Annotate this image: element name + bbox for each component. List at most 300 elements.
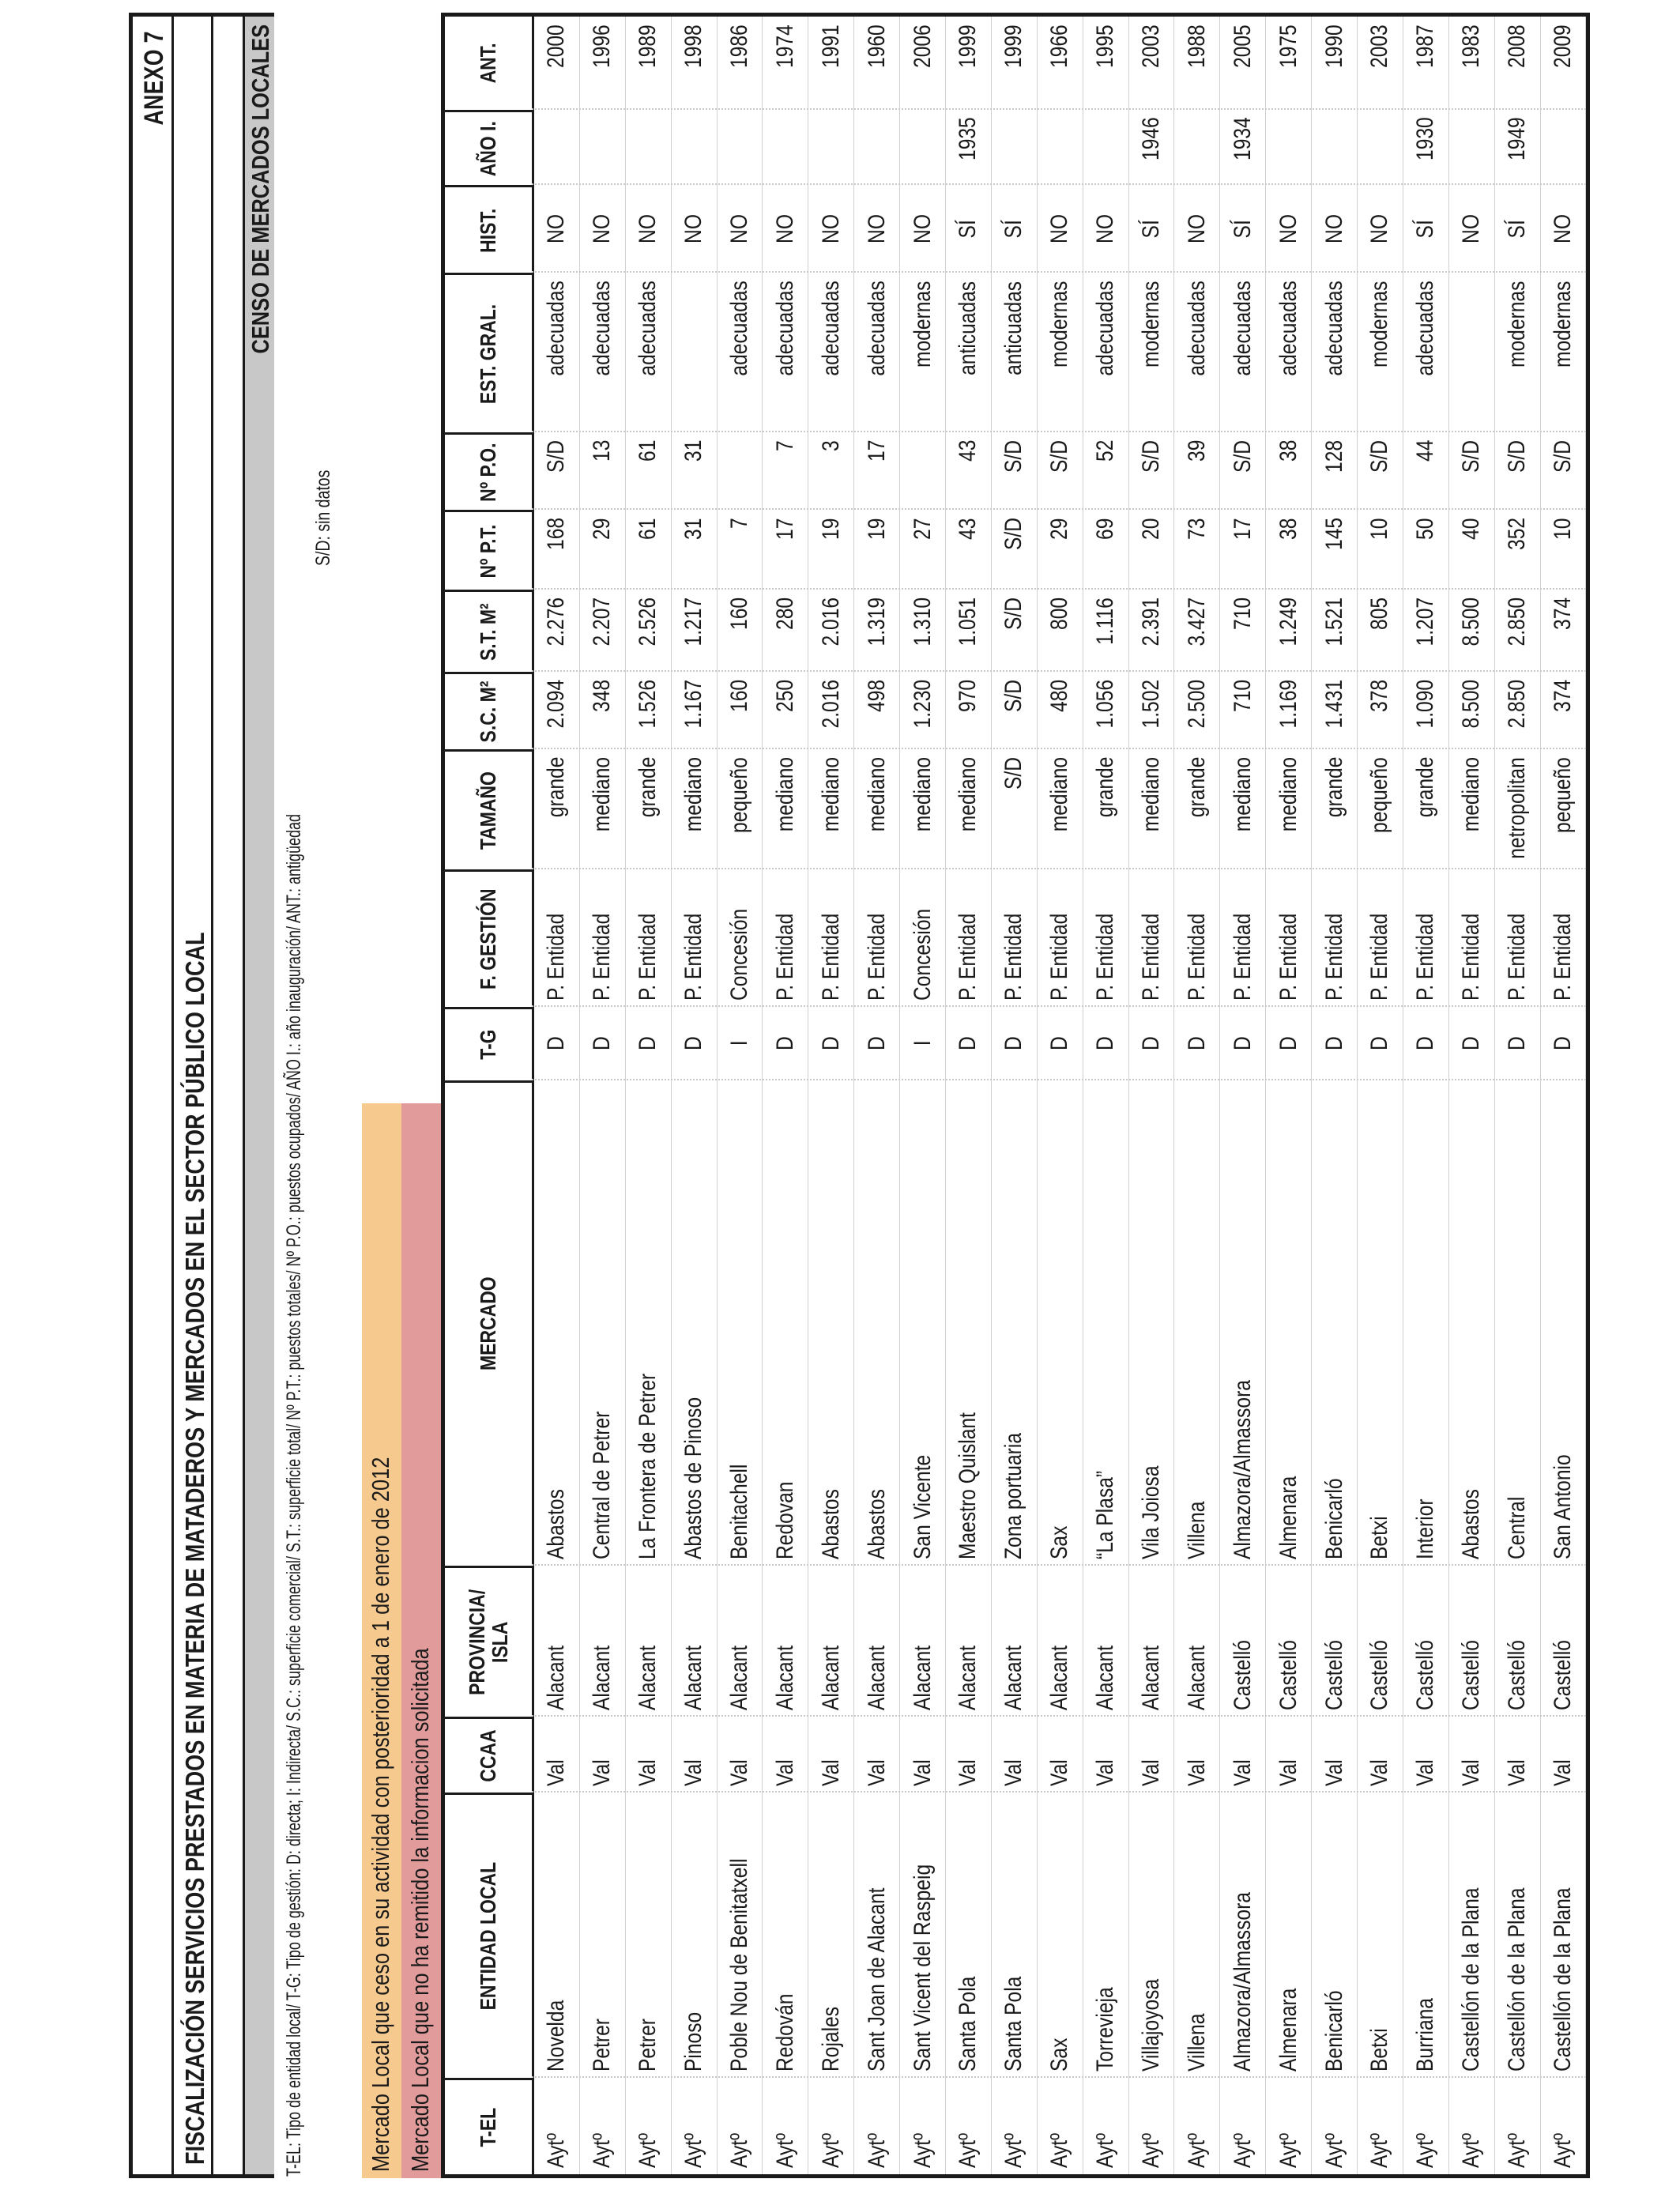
table-row — [1174, 17, 1220, 2174]
cell-entidad-local: Castellón de la Plana — [1550, 1888, 1576, 2072]
cell-tamano: pequeño — [1366, 756, 1393, 833]
col-header-sc-m2: S.C. M² — [445, 672, 532, 749]
cell-mercado: Betxi — [1366, 1515, 1393, 1559]
cell-f-gestion: P. Entidad — [1000, 913, 1027, 1001]
cell-provincia: Alacant — [726, 1645, 752, 1710]
cell-entidad-local: Almenara — [1275, 1989, 1301, 2072]
cell-est-gral — [672, 273, 717, 432]
cell-np-t: 27 — [909, 518, 936, 540]
cell-hist: NO — [863, 214, 890, 244]
table-row — [900, 17, 946, 2174]
col-header-provincia: PROVINCIA/ ISLA — [445, 1566, 532, 1717]
cell-hist: NO — [726, 214, 752, 244]
cell-f-gestion: P. Entidad — [1320, 913, 1347, 1001]
col-header-tamano: TAMAÑO — [445, 749, 532, 870]
cell-np-o: 39 — [1183, 440, 1210, 462]
cell-sc-m2: 8.500 — [1458, 679, 1485, 729]
cell-entidad-local: Redován — [771, 1994, 798, 2072]
cell-ccaa: Val — [1183, 1759, 1210, 1786]
column-divider — [532, 588, 1586, 590]
table-row — [946, 17, 992, 2174]
cell-entidad-local: Poble Nou de Benitatxell — [726, 1859, 752, 2072]
cell-mercado: Vila Joiosa — [1138, 1465, 1165, 1559]
cell-t-g: I — [726, 1040, 752, 1046]
table-row — [763, 17, 808, 2174]
cell-st-m2: 1.319 — [863, 598, 890, 647]
cell-np-o: 44 — [1412, 440, 1439, 462]
table-body — [534, 17, 1586, 2174]
cell-ant: 1986 — [726, 25, 752, 68]
cell-f-gestion: P. Entidad — [1504, 913, 1531, 1001]
cell-np-o: S/D — [1046, 440, 1073, 473]
cell-f-gestion: P. Entidad — [1046, 913, 1073, 1001]
cell-np-t: 19 — [863, 518, 890, 540]
table-row — [808, 17, 854, 2174]
cell-np-o: 61 — [635, 440, 661, 462]
cell-est-gral: adecuadas — [1092, 281, 1119, 376]
cell-np-t: 69 — [1092, 518, 1119, 540]
cell-hist: SÍ — [1138, 220, 1165, 239]
cell-np-o: 43 — [955, 440, 981, 462]
cell-ccaa: Val — [1366, 1759, 1393, 1786]
column-divider — [532, 271, 1586, 273]
cell-st-m2: 280 — [771, 598, 798, 631]
cell-ccaa: Val — [1000, 1759, 1027, 1786]
cell-ant: 1975 — [1275, 25, 1301, 68]
col-header-np-t: Nº P.T. — [445, 510, 532, 590]
cell-hist: NO — [1092, 214, 1119, 244]
cell-mercado: Redovan — [771, 1481, 798, 1559]
table-row — [1541, 17, 1587, 2174]
cell-tamano: mediano — [1275, 756, 1301, 832]
cell-np-o — [900, 432, 945, 510]
col-header-f-gestion: F. GESTIÓN — [445, 869, 532, 1006]
cell-tamano: mediano — [1046, 756, 1073, 832]
cell-ant: 1974 — [771, 25, 798, 68]
cell-tamano: grande — [1412, 756, 1439, 818]
cell-tamano: mediano — [589, 756, 616, 832]
cell-mercado: Almenara — [1275, 1476, 1301, 1559]
cell-tamano: netropolitan — [1504, 756, 1531, 859]
cell-hist: NO — [1320, 214, 1347, 244]
col-header-np-o: Nº P.O. — [445, 432, 532, 510]
cell-hist: SÍ — [1412, 220, 1439, 239]
column-divider — [532, 670, 1586, 672]
cell-sc-m2: 2.094 — [543, 679, 570, 729]
cell-mercado: San Antonio — [1550, 1453, 1576, 1559]
cell-tamano: mediano — [1138, 756, 1165, 832]
cell-ccaa: Val — [1092, 1759, 1119, 1786]
table-row — [1358, 17, 1403, 2174]
cell-ano-i — [1174, 110, 1219, 186]
cell-np-o: 52 — [1092, 440, 1119, 462]
cell-provincia: Alacant — [543, 1645, 570, 1710]
cell-t-g: D — [863, 1036, 890, 1050]
cell-np-t: 19 — [817, 518, 844, 540]
cell-f-gestion: P. Entidad — [1458, 913, 1485, 1001]
table-row — [580, 17, 626, 2174]
cell-provincia: Castelló — [1550, 1640, 1576, 1710]
cell-t-g: D — [1504, 1036, 1531, 1050]
cell-ano-i: 1934 — [1229, 117, 1256, 161]
table-row — [1038, 17, 1083, 2174]
cell-est-gral: anticuadas — [955, 281, 981, 375]
cell-ano-i — [1038, 110, 1083, 186]
cell-st-m2: 2.276 — [543, 598, 570, 647]
cell-tamano: grande — [1183, 756, 1210, 818]
cell-np-o: S/D — [1138, 440, 1165, 473]
cell-ant: 1987 — [1412, 25, 1439, 68]
cell-est-gral: anticuadas — [1000, 281, 1027, 375]
cell-ano-i — [992, 110, 1037, 186]
cell-t-el: Aytº — [589, 2132, 616, 2168]
cell-ccaa: Val — [863, 1759, 890, 1786]
cell-t-g: D — [1138, 1036, 1165, 1050]
col-header-t-el: T-EL — [445, 2079, 532, 2175]
cell-ano-i: 1946 — [1138, 117, 1165, 161]
cell-entidad-local: Petrer — [635, 2019, 661, 2072]
cell-tamano: mediano — [771, 756, 798, 832]
cell-np-o — [718, 432, 763, 510]
table-row — [534, 17, 580, 2174]
column-divider — [532, 748, 1586, 749]
cell-hist: NO — [1550, 214, 1576, 244]
cell-ano-i — [1358, 110, 1403, 186]
cell-np-o: 7 — [771, 440, 798, 451]
cell-ccaa: Val — [1046, 1759, 1073, 1786]
cell-np-t: 73 — [1183, 518, 1210, 540]
column-divider — [532, 1791, 1586, 1793]
cell-est-gral: adecuadas — [1412, 281, 1439, 376]
cell-ano-i — [534, 110, 579, 186]
cell-np-t: 50 — [1412, 518, 1439, 540]
cell-t-el: Aytº — [1366, 2132, 1393, 2168]
column-divider — [532, 1005, 1586, 1007]
section-bar — [245, 17, 274, 2174]
cell-np-o: S/D — [1229, 440, 1256, 473]
cell-hist: NO — [1458, 214, 1485, 244]
cell-entidad-local: Sant Joan de Alacant — [863, 1887, 890, 2072]
col-header-ano-i: AÑO I. — [445, 110, 532, 186]
cell-st-m2: 1.310 — [909, 598, 936, 647]
cell-sc-m2: S/D — [1000, 679, 1027, 712]
cell-entidad-local: Betxi — [1366, 2028, 1393, 2072]
cell-ano-i — [1449, 110, 1494, 186]
cell-t-g: D — [1092, 1036, 1119, 1050]
cell-ccaa: Val — [1504, 1759, 1531, 1786]
cell-t-g: D — [680, 1036, 707, 1050]
cell-f-gestion: P. Entidad — [1412, 913, 1439, 1001]
cell-ano-i — [1312, 110, 1357, 186]
cell-t-g: D — [771, 1036, 798, 1050]
cell-np-t: 29 — [1046, 518, 1073, 540]
cell-ano-i: 1949 — [1504, 117, 1531, 161]
cell-ant: 2008 — [1504, 25, 1531, 68]
cell-t-el: Aytº — [1183, 2132, 1210, 2168]
cell-mercado: Villena — [1183, 1501, 1210, 1559]
table-row — [854, 17, 900, 2174]
cell-np-t: 61 — [635, 518, 661, 540]
cell-ccaa: Val — [1320, 1759, 1347, 1786]
cell-provincia: Castelló — [1229, 1640, 1256, 1710]
cell-entidad-local: Rojales — [817, 2007, 844, 2072]
cell-f-gestion: Concesión — [726, 908, 752, 1001]
cell-provincia: Alacant — [909, 1645, 936, 1710]
cell-t-el: Aytº — [909, 2132, 936, 2168]
cell-np-o: S/D — [1366, 440, 1393, 473]
cell-ccaa: Val — [771, 1759, 798, 1786]
cell-tamano: S/D — [1000, 756, 1027, 790]
column-divider — [532, 508, 1586, 510]
cell-est-gral: adecuadas — [817, 281, 844, 376]
column-divider — [532, 431, 1586, 432]
cell-ant: 1989 — [635, 25, 661, 68]
table-row — [1449, 17, 1495, 2174]
cell-hist: NO — [589, 214, 616, 244]
cell-hist: NO — [680, 214, 707, 244]
cell-ccaa: Val — [1229, 1759, 1256, 1786]
cell-t-g: D — [543, 1036, 570, 1050]
cell-ant: 1999 — [1000, 25, 1027, 68]
column-divider — [532, 2077, 1586, 2079]
not-sent-band — [401, 1103, 441, 2178]
cell-t-el: Aytº — [680, 2132, 707, 2168]
cell-est-gral: modernas — [1138, 281, 1165, 368]
cell-t-g: D — [1183, 1036, 1210, 1050]
cell-provincia: Alacant — [635, 1645, 661, 1710]
cell-st-m2: 2.850 — [1504, 598, 1531, 647]
cell-st-m2: 1.521 — [1320, 598, 1347, 647]
cell-entidad-local: Torrevieja — [1092, 1987, 1119, 2072]
cell-tamano: mediano — [1229, 756, 1256, 832]
cell-st-m2: 1.249 — [1275, 598, 1301, 647]
cell-provincia: Castelló — [1458, 1640, 1485, 1710]
cell-t-el: Aytº — [1275, 2132, 1301, 2168]
cell-est-gral: adecuadas — [726, 281, 752, 376]
annex-row — [133, 17, 174, 2174]
cell-np-t: 20 — [1138, 518, 1165, 540]
cell-mercado: Central de Petrer — [589, 1411, 616, 1559]
annex-label: ANEXO 7 — [139, 31, 169, 126]
cell-ano-i — [718, 110, 763, 186]
cell-entidad-local: Santa Pola — [955, 1977, 981, 2072]
cell-est-gral: modernas — [1366, 281, 1393, 368]
cell-est-gral: adecuadas — [1229, 281, 1256, 376]
cell-mercado: San Vicente — [909, 1454, 936, 1559]
table-row — [1129, 17, 1175, 2174]
cell-provincia: Castelló — [1412, 1640, 1439, 1710]
cell-tamano: mediano — [1458, 756, 1485, 832]
table-row — [626, 17, 672, 2174]
cell-f-gestion: P. Entidad — [1275, 913, 1301, 1001]
cell-st-m2: 2.526 — [635, 598, 661, 647]
cell-mercado: Central — [1504, 1496, 1531, 1559]
cell-np-o: 128 — [1320, 440, 1347, 473]
cell-mercado: Maestro Quislant — [955, 1412, 981, 1559]
cell-entidad-local: Sant Vicent del Raspeig — [909, 1864, 936, 2072]
cell-entidad-local: Burriana — [1412, 1998, 1439, 2072]
cell-sc-m2: 2.500 — [1183, 679, 1210, 729]
cell-hist: NO — [1275, 214, 1301, 244]
cell-hist: NO — [1366, 214, 1393, 244]
cell-entidad-local: Castellón de la Plana — [1458, 1888, 1485, 2072]
cell-st-m2: 1.051 — [955, 598, 981, 647]
cell-hist: SÍ — [955, 220, 981, 239]
cell-t-g: D — [1550, 1036, 1576, 1050]
cell-entidad-local: Santa Pola — [1000, 1977, 1027, 2072]
cell-np-t: 7 — [726, 518, 752, 530]
cell-sc-m2: 378 — [1366, 679, 1393, 712]
cell-provincia: Alacant — [1000, 1645, 1027, 1710]
cell-ant: 2003 — [1138, 25, 1165, 68]
cell-t-g: D — [1458, 1036, 1485, 1050]
cell-provincia: Alacant — [817, 1645, 844, 1710]
column-divider — [532, 1715, 1586, 1717]
cell-sc-m2: 348 — [589, 679, 616, 712]
cell-sc-m2: 1.526 — [635, 679, 661, 729]
cell-provincia: Castelló — [1275, 1640, 1301, 1710]
cell-st-m2: 1.207 — [1412, 598, 1439, 647]
cell-sc-m2: 1.431 — [1320, 679, 1347, 729]
cell-est-gral — [1449, 273, 1494, 432]
cell-t-el: Aytº — [726, 2132, 752, 2168]
cell-ant: 1998 — [680, 25, 707, 68]
cell-t-g: D — [955, 1036, 981, 1050]
cell-ano-i — [1541, 110, 1586, 186]
cell-t-el: Aytº — [1092, 2132, 1119, 2168]
cell-np-t: 40 — [1458, 518, 1485, 540]
col-header-est-gral: EST. GRAL. — [445, 273, 532, 432]
cell-hist: SÍ — [1229, 220, 1256, 239]
cell-t-g: I — [909, 1040, 936, 1046]
cell-tamano: mediano — [817, 756, 844, 832]
col-header-st-m2: S.T. M² — [445, 590, 532, 671]
cell-t-el: Aytº — [543, 2132, 570, 2168]
cell-entidad-local: Petrer — [589, 2019, 616, 2072]
cell-np-o: 31 — [680, 440, 707, 462]
cell-tamano: mediano — [955, 756, 981, 832]
cell-tamano: pequeño — [726, 756, 752, 833]
cell-st-m2: 374 — [1550, 598, 1576, 631]
cell-ant: 1983 — [1458, 25, 1485, 68]
table-row — [1312, 17, 1358, 2174]
cell-mercado: Zona portuaria — [1000, 1432, 1027, 1559]
cell-ano-i — [763, 110, 808, 186]
cell-ccaa: Val — [817, 1759, 844, 1786]
page-title: FISCALIZACIÓN SERVICIOS PRESTADOS EN MATERIA DE MATADEROS Y MERCADOS EN EL SECTOR PÚBLICO LOCAL — [180, 932, 209, 2165]
cell-np-o: S/D — [1458, 440, 1485, 473]
cell-f-gestion: P. Entidad — [1138, 913, 1165, 1001]
column-divider — [532, 108, 1586, 110]
cell-ccaa: Val — [955, 1759, 981, 1786]
cell-ccaa: Val — [680, 1759, 707, 1786]
cell-tamano: mediano — [680, 756, 707, 832]
cell-ano-i — [1266, 110, 1311, 186]
cell-sc-m2: 498 — [863, 679, 890, 712]
table-row — [1495, 17, 1541, 2174]
cell-st-m2: 800 — [1046, 598, 1073, 631]
cell-ccaa: Val — [1550, 1759, 1576, 1786]
cell-est-gral: adecuadas — [771, 281, 798, 376]
cell-entidad-local: Novelda — [543, 2000, 570, 2072]
cell-tamano: mediano — [909, 756, 936, 832]
cell-tamano: grande — [635, 756, 661, 818]
cell-ano-i — [672, 110, 717, 186]
col-header-ant: ANT. — [476, 43, 501, 84]
cell-entidad-local: Villena — [1183, 2014, 1210, 2072]
cell-sc-m2: 710 — [1229, 679, 1256, 712]
cell-np-t: 10 — [1550, 518, 1576, 540]
cell-ano-i — [808, 110, 853, 186]
column-divider — [532, 183, 1586, 185]
cell-f-gestion: P. Entidad — [955, 913, 981, 1001]
sd-note: S/D: sin datos — [312, 469, 334, 566]
cell-np-t: 10 — [1366, 518, 1393, 540]
cell-mercado: Interior — [1412, 1498, 1439, 1559]
cell-ant: 1988 — [1183, 25, 1210, 68]
cell-np-t: 145 — [1320, 518, 1347, 551]
markets-table — [441, 13, 1590, 2178]
table-row — [718, 17, 763, 2174]
cell-est-gral: modernas — [1550, 281, 1576, 368]
cell-est-gral: adecuadas — [1320, 281, 1347, 376]
cell-est-gral: adecuadas — [543, 281, 570, 376]
cell-sc-m2: 160 — [726, 679, 752, 712]
cell-provincia: Castelló — [1320, 1640, 1347, 1710]
cell-est-gral: modernas — [1504, 281, 1531, 368]
cell-np-t: 17 — [1229, 518, 1256, 540]
cell-est-gral: adecuadas — [1275, 281, 1301, 376]
cell-t-g: D — [589, 1036, 616, 1050]
cell-t-g: D — [1275, 1036, 1301, 1050]
cell-st-m2: S/D — [1000, 598, 1027, 631]
cell-st-m2: 2.207 — [589, 598, 616, 647]
column-divider — [532, 1079, 1586, 1080]
cell-sc-m2: 2.016 — [817, 679, 844, 729]
cell-ano-i: 1930 — [1412, 117, 1439, 161]
cell-st-m2: 160 — [726, 598, 752, 631]
cell-np-t: 17 — [771, 518, 798, 540]
cell-mercado: Benitachell — [726, 1464, 752, 1559]
cell-t-el: Aytº — [1000, 2132, 1027, 2168]
cell-np-t: 43 — [955, 518, 981, 540]
table-row — [1266, 17, 1312, 2174]
cell-ant: 2003 — [1366, 25, 1393, 68]
cell-entidad-local: Benicarló — [1320, 1990, 1347, 2072]
cell-f-gestion: P. Entidad — [1550, 913, 1576, 1001]
cell-t-el: Aytº — [1504, 2132, 1531, 2168]
cell-st-m2: 710 — [1229, 598, 1256, 631]
cell-t-g: D — [1229, 1036, 1256, 1050]
section-title: CENSO DE MERCADOS LOCALES — [247, 25, 274, 354]
column-divider — [532, 868, 1586, 869]
cell-ant: 1996 — [589, 25, 616, 68]
cell-sc-m2: 1.167 — [680, 679, 707, 729]
cell-ccaa: Val — [909, 1759, 936, 1786]
cell-t-el: Aytº — [1320, 2132, 1347, 2168]
cell-tamano: grande — [543, 756, 570, 818]
cell-provincia: Alacant — [589, 1645, 616, 1710]
table-header — [445, 17, 534, 2174]
cell-ant: 1999 — [955, 25, 981, 68]
cell-hist: NO — [1183, 214, 1210, 244]
cell-ano-i — [1083, 110, 1128, 186]
cell-sc-m2: 1.169 — [1275, 679, 1301, 729]
cell-st-m2: 2.016 — [817, 598, 844, 647]
table-row — [1083, 17, 1129, 2174]
cell-mercado: La Frontera de Petrer — [635, 1373, 661, 1559]
cell-t-g: D — [635, 1036, 661, 1050]
